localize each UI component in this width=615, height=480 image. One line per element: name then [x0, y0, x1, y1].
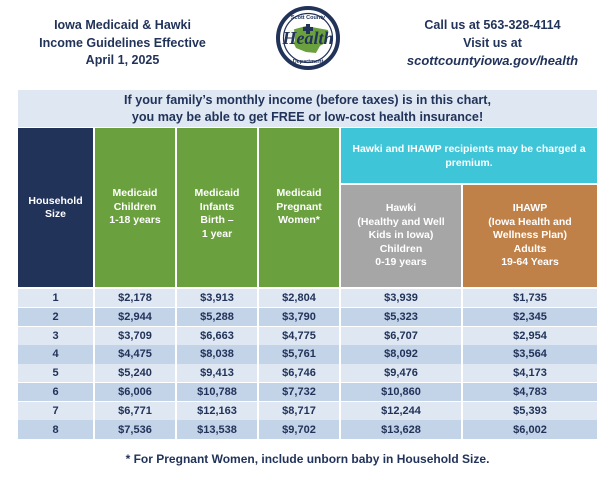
table-row: [18, 383, 597, 401]
table-cell-medicaid-children-1-18-years: $2,944: [95, 308, 175, 326]
table-cell-medicaid-infants-birth-1-year: $8,038: [177, 345, 257, 363]
column-header-hawki: [341, 185, 461, 287]
table-cell-medicaid-children-1-18-years: $7,536: [95, 420, 175, 438]
table-row: [18, 364, 597, 382]
table-cell-hawki-healthy-and-well-kids-in-iowa-children-0-19-years: $13,628: [341, 420, 461, 438]
medicaid-children-line-3: 1-18 years: [109, 214, 161, 226]
header-contact-block: [370, 0, 615, 70]
table-cell-household-size: 3: [18, 327, 93, 345]
table-cell-hawki-healthy-and-well-kids-in-iowa-children-0-19-years: $3,939: [341, 289, 461, 307]
hawki-line-4: Children: [379, 242, 423, 255]
table-cell-household-size: 7: [18, 402, 93, 420]
table-cell-ihawp-iowa-health-and-wellness-plan-adults-19-64-years: $5,393: [463, 402, 597, 420]
medicaid-pregnant-line-2: Pregnant: [276, 200, 322, 213]
hawki-line-5: 0-19 years: [375, 256, 427, 269]
svg-text:Health: Health: [281, 28, 334, 48]
table-cell-ihawp-iowa-health-and-wellness-plan-adults-19-64-years: $2,345: [463, 308, 597, 326]
table-cell-medicaid-pregnant-women: $9,702: [259, 420, 339, 438]
table-cell-medicaid-infants-birth-1-year: $5,288: [177, 308, 257, 326]
medicaid-pregnant-line-1: Medicaid: [276, 187, 322, 199]
website-link[interactable]: scottcountyiowa.gov/health: [406, 53, 579, 68]
table-cell-hawki-healthy-and-well-kids-in-iowa-children-0-19-years: $9,476: [341, 364, 461, 382]
svg-text:Department: Department: [292, 59, 323, 65]
table-cell-household-size: 2: [18, 308, 93, 326]
table-row: [18, 345, 597, 363]
table-row: [18, 327, 597, 345]
medicaid-infants-line-2: Infants: [199, 200, 235, 213]
hawki-line-1: Hawki: [385, 202, 417, 215]
ihawp-line-5: 19-64 Years: [501, 256, 559, 269]
banner-line-1: If your family’s monthly income (before taxes) is in this chart,: [124, 92, 491, 107]
medicaid-children-line-1: Medicaid: [112, 187, 158, 199]
table-cell-medicaid-infants-birth-1-year: $12,163: [177, 402, 257, 420]
table-row: [18, 420, 597, 438]
medicaid-infants-line-4: 1 year: [201, 227, 233, 240]
table-cell-medicaid-children-1-18-years: $2,178: [95, 289, 175, 307]
table-cell-medicaid-children-1-18-years: $6,006: [95, 383, 175, 401]
household-size-label-line-2: Size: [44, 207, 66, 220]
table-cell-medicaid-infants-birth-1-year: $3,913: [177, 289, 257, 307]
table-cell-medicaid-children-1-18-years: $6,771: [95, 402, 175, 420]
hawki-line-3: Kids in Iowa): [368, 229, 434, 242]
medicaid-children-line-2: Children: [113, 200, 157, 213]
table-row: [18, 402, 597, 420]
medicaid-infants-line-1: Medicaid: [194, 187, 240, 199]
phone-line: Call us at 563-328-4114: [424, 18, 561, 32]
ihawp-line-1: IHAWP: [512, 202, 548, 215]
column-header-medicaid-infants: [177, 128, 257, 287]
banner-line-2: you may be able to get FREE or low-cost health insurance!: [131, 109, 484, 124]
column-header-medicaid-pregnant-women: [259, 128, 339, 287]
table-cell-medicaid-children-1-18-years: $4,475: [95, 345, 175, 363]
eligibility-banner: [18, 90, 597, 127]
table-cell-ihawp-iowa-health-and-wellness-plan-adults-19-64-years: $2,954: [463, 327, 597, 345]
table-cell-household-size: 1: [18, 289, 93, 307]
table-cell-medicaid-infants-birth-1-year: $6,663: [177, 327, 257, 345]
ihawp-line-4: Adults: [513, 242, 547, 255]
column-header-ihawp: [463, 185, 597, 287]
column-header-medicaid-children: [95, 128, 175, 287]
ihawp-line-2: (Iowa Health and: [488, 215, 572, 228]
income-guidelines-table: [18, 128, 597, 439]
table-cell-household-size: 5: [18, 364, 93, 382]
hawki-line-2: (Healthy and Well: [357, 215, 445, 228]
table-cell-medicaid-pregnant-women: $6,746: [259, 364, 339, 382]
premium-columns-group: [341, 128, 597, 287]
table-cell-medicaid-pregnant-women: $3,790: [259, 308, 339, 326]
header-title-line-1: Iowa Medicaid & Hawki: [54, 18, 191, 32]
table-header-row: [18, 128, 597, 287]
table-cell-household-size: 8: [18, 420, 93, 438]
page-header: [0, 0, 615, 88]
premium-subheaders: [341, 185, 597, 287]
logo-container: [245, 0, 370, 70]
header-title-block: [0, 0, 245, 70]
medicaid-pregnant-line-3: Women*: [278, 214, 320, 226]
table-cell-household-size: 6: [18, 383, 93, 401]
table-cell-hawki-healthy-and-well-kids-in-iowa-children-0-19-years: $12,244: [341, 402, 461, 420]
footnote: * For Pregnant Women, include unborn baby in Household Size.: [125, 452, 490, 466]
column-header-household-size: [18, 128, 93, 287]
svg-text:Scott County: Scott County: [290, 15, 325, 21]
header-title-line-3: April 1, 2025: [85, 53, 160, 67]
table-row: [18, 289, 597, 307]
table-cell-medicaid-pregnant-women: $2,804: [259, 289, 339, 307]
household-size-label-line-1: Household: [28, 194, 83, 207]
visit-line: Visit us at: [463, 36, 522, 50]
table-row: [18, 308, 597, 326]
table-body: [18, 289, 597, 439]
table-cell-medicaid-children-1-18-years: $3,709: [95, 327, 175, 345]
table-cell-medicaid-infants-birth-1-year: $13,538: [177, 420, 257, 438]
table-cell-ihawp-iowa-health-and-wellness-plan-adults-19-64-years: $4,173: [463, 364, 597, 382]
table-cell-medicaid-pregnant-women: $4,775: [259, 327, 339, 345]
table-cell-medicaid-infants-birth-1-year: $10,788: [177, 383, 257, 401]
table-cell-ihawp-iowa-health-and-wellness-plan-adults-19-64-years: $6,002: [463, 420, 597, 438]
table-cell-hawki-healthy-and-well-kids-in-iowa-children-0-19-years: $8,092: [341, 345, 461, 363]
table-cell-medicaid-pregnant-women: $8,717: [259, 402, 339, 420]
table-cell-ihawp-iowa-health-and-wellness-plan-adults-19-64-years: $4,783: [463, 383, 597, 401]
table-cell-medicaid-pregnant-women: $5,761: [259, 345, 339, 363]
scott-county-health-department-logo-icon: [276, 6, 340, 70]
ihawp-line-3: Wellness Plan): [493, 229, 567, 242]
table-cell-household-size: 4: [18, 345, 93, 363]
table-cell-medicaid-children-1-18-years: $5,240: [95, 364, 175, 382]
table-cell-hawki-healthy-and-well-kids-in-iowa-children-0-19-years: $5,323: [341, 308, 461, 326]
header-title-line-2: Income Guidelines Effective: [39, 35, 206, 50]
table-cell-hawki-healthy-and-well-kids-in-iowa-children-0-19-years: $10,860: [341, 383, 461, 401]
medicaid-infants-line-3: Birth –: [200, 214, 234, 226]
table-cell-ihawp-iowa-health-and-wellness-plan-adults-19-64-years: $3,564: [463, 345, 597, 363]
table-cell-hawki-healthy-and-well-kids-in-iowa-children-0-19-years: $6,707: [341, 327, 461, 345]
table-cell-medicaid-infants-birth-1-year: $9,413: [177, 364, 257, 382]
premium-note: Hawki and IHAWP recipients may be charged a premium.: [341, 128, 597, 183]
table-cell-ihawp-iowa-health-and-wellness-plan-adults-19-64-years: $1,735: [463, 289, 597, 307]
table-cell-medicaid-pregnant-women: $7,732: [259, 383, 339, 401]
